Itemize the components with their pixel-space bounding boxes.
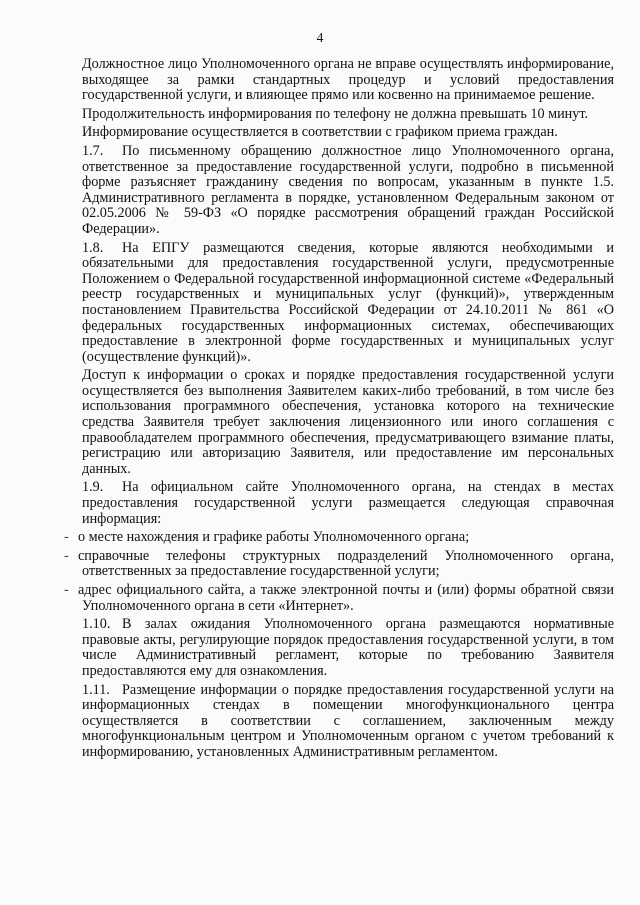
paragraph-1-7 <box>82 144 614 238</box>
paragraph-text: На официальном сайте Уполномоченного органа, на стендах в местах предоставления государственной услуги размещается следующая справочная информация: <box>82 479 614 527</box>
paragraph-text: Размещение информации о порядке предоставления государственной услуги на информационных стендах в помещении многофункционального центра осуществляется в соответствии с соглашением, заключенным между многофункциональным центром и Уполномоченным органом с учетом требований к информированию, установленных Административным регламентом. <box>82 681 614 760</box>
dash-bullet-icon: - <box>64 529 69 546</box>
clause-number: 1.11. <box>82 681 110 698</box>
document-body <box>64 56 614 764</box>
paragraph-text: справочные телефоны структурных подразделений Уполномоченного органа, ответственных за предоставление государственной услуги; <box>78 547 614 580</box>
paragraph-phone-duration <box>82 107 614 123</box>
paragraph-text: В залах ожидания Уполномоченного органа размещаются нормативные правовые акты, регулирующие порядок предоставления государственной услуги, в том числе Административный регламент, которые по требованию Заявителя предоставляются ему для ознакомления. <box>82 616 614 679</box>
list-item-location <box>64 529 614 546</box>
page-number: 4 <box>316 30 324 45</box>
paragraph-text: По письменному обращению должностное лицо Уполномоченного органа, ответственное за предоставление государственной услуги, подробно в письменной форме разъясняет гражданину сведения по вопросам, указанным в пункте 1.5. Административного регламента в порядке, установленном Федеральным законом от 02.05.2006 № 59-ФЗ «О порядке рассмотрения обращений граждан Российской Федерации». <box>82 142 614 237</box>
paragraph-text: о месте нахождения и графике работы Уполномоченного органа; <box>78 529 470 546</box>
dash-bullet-icon: - <box>64 582 69 598</box>
clause-number: 1.9. <box>82 479 104 496</box>
paragraph-schedule <box>82 125 614 141</box>
paragraph-text: Информирование осуществляется в соответствии с графиком приема граждан. <box>82 124 558 141</box>
paragraph-text: Должностное лицо Уполномоченного органа не вправе осуществлять информирование, выходящее за рамки стандартных процедур и условий предоставления государственной услуги, и влияющее прямо или косвенно на принимаемое решение. <box>82 56 614 104</box>
dash-bullet-icon: - <box>64 547 69 564</box>
paragraph-1-9 <box>82 480 614 527</box>
list-item-website <box>64 582 614 614</box>
paragraph-1-11 <box>82 683 614 761</box>
clause-number: 1.10. <box>82 616 111 633</box>
clause-number: 1.8. <box>82 239 104 256</box>
paragraph-restriction <box>82 57 614 104</box>
paragraph-text: Продолжительность информирования по телефону не должна превышать 10 минут. <box>82 105 589 122</box>
paragraph-access <box>82 368 614 477</box>
paragraph-1-8 <box>82 241 614 366</box>
paragraph-text: На ЕПГУ размещаются сведения, которые являются необходимыми и обязательными для предоставления государственной услуги, предусмотренные Положением о Федеральной государственной информационной системе «Федеральный реестр государственных и муниципальных услуг (функций)», утвержденным постановлением Правительства Российской Федерации от 24.10.2011 № 861 «О федеральных государственных информационных системах, обеспечивающих предоставление в электронной форме государственных и муниципальных услуг (осуществление функций)». <box>82 239 614 365</box>
clause-number: 1.7. <box>82 142 104 159</box>
list-item-phones <box>64 547 614 580</box>
paragraph-text: Доступ к информации о сроках и порядке предоставления государственной услуги осуществляется без выполнения Заявителем каких-либо требований, в том числе без использования программного обеспечения, установка которого на технические средства Заявителя требует заключения лицензионного или иного соглашения с правообладателем программного обеспечения, предусматривающего взимание платы, регистрацию или авторизацию Заявителя, или предоставление им персональных данных. <box>82 367 614 477</box>
paragraph-1-10 <box>82 617 614 679</box>
paragraph-text: адрес официального сайта, а также электронной почты и (или) формы обратной связи Уполномоченного органа в сети «Интернет». <box>78 582 614 614</box>
